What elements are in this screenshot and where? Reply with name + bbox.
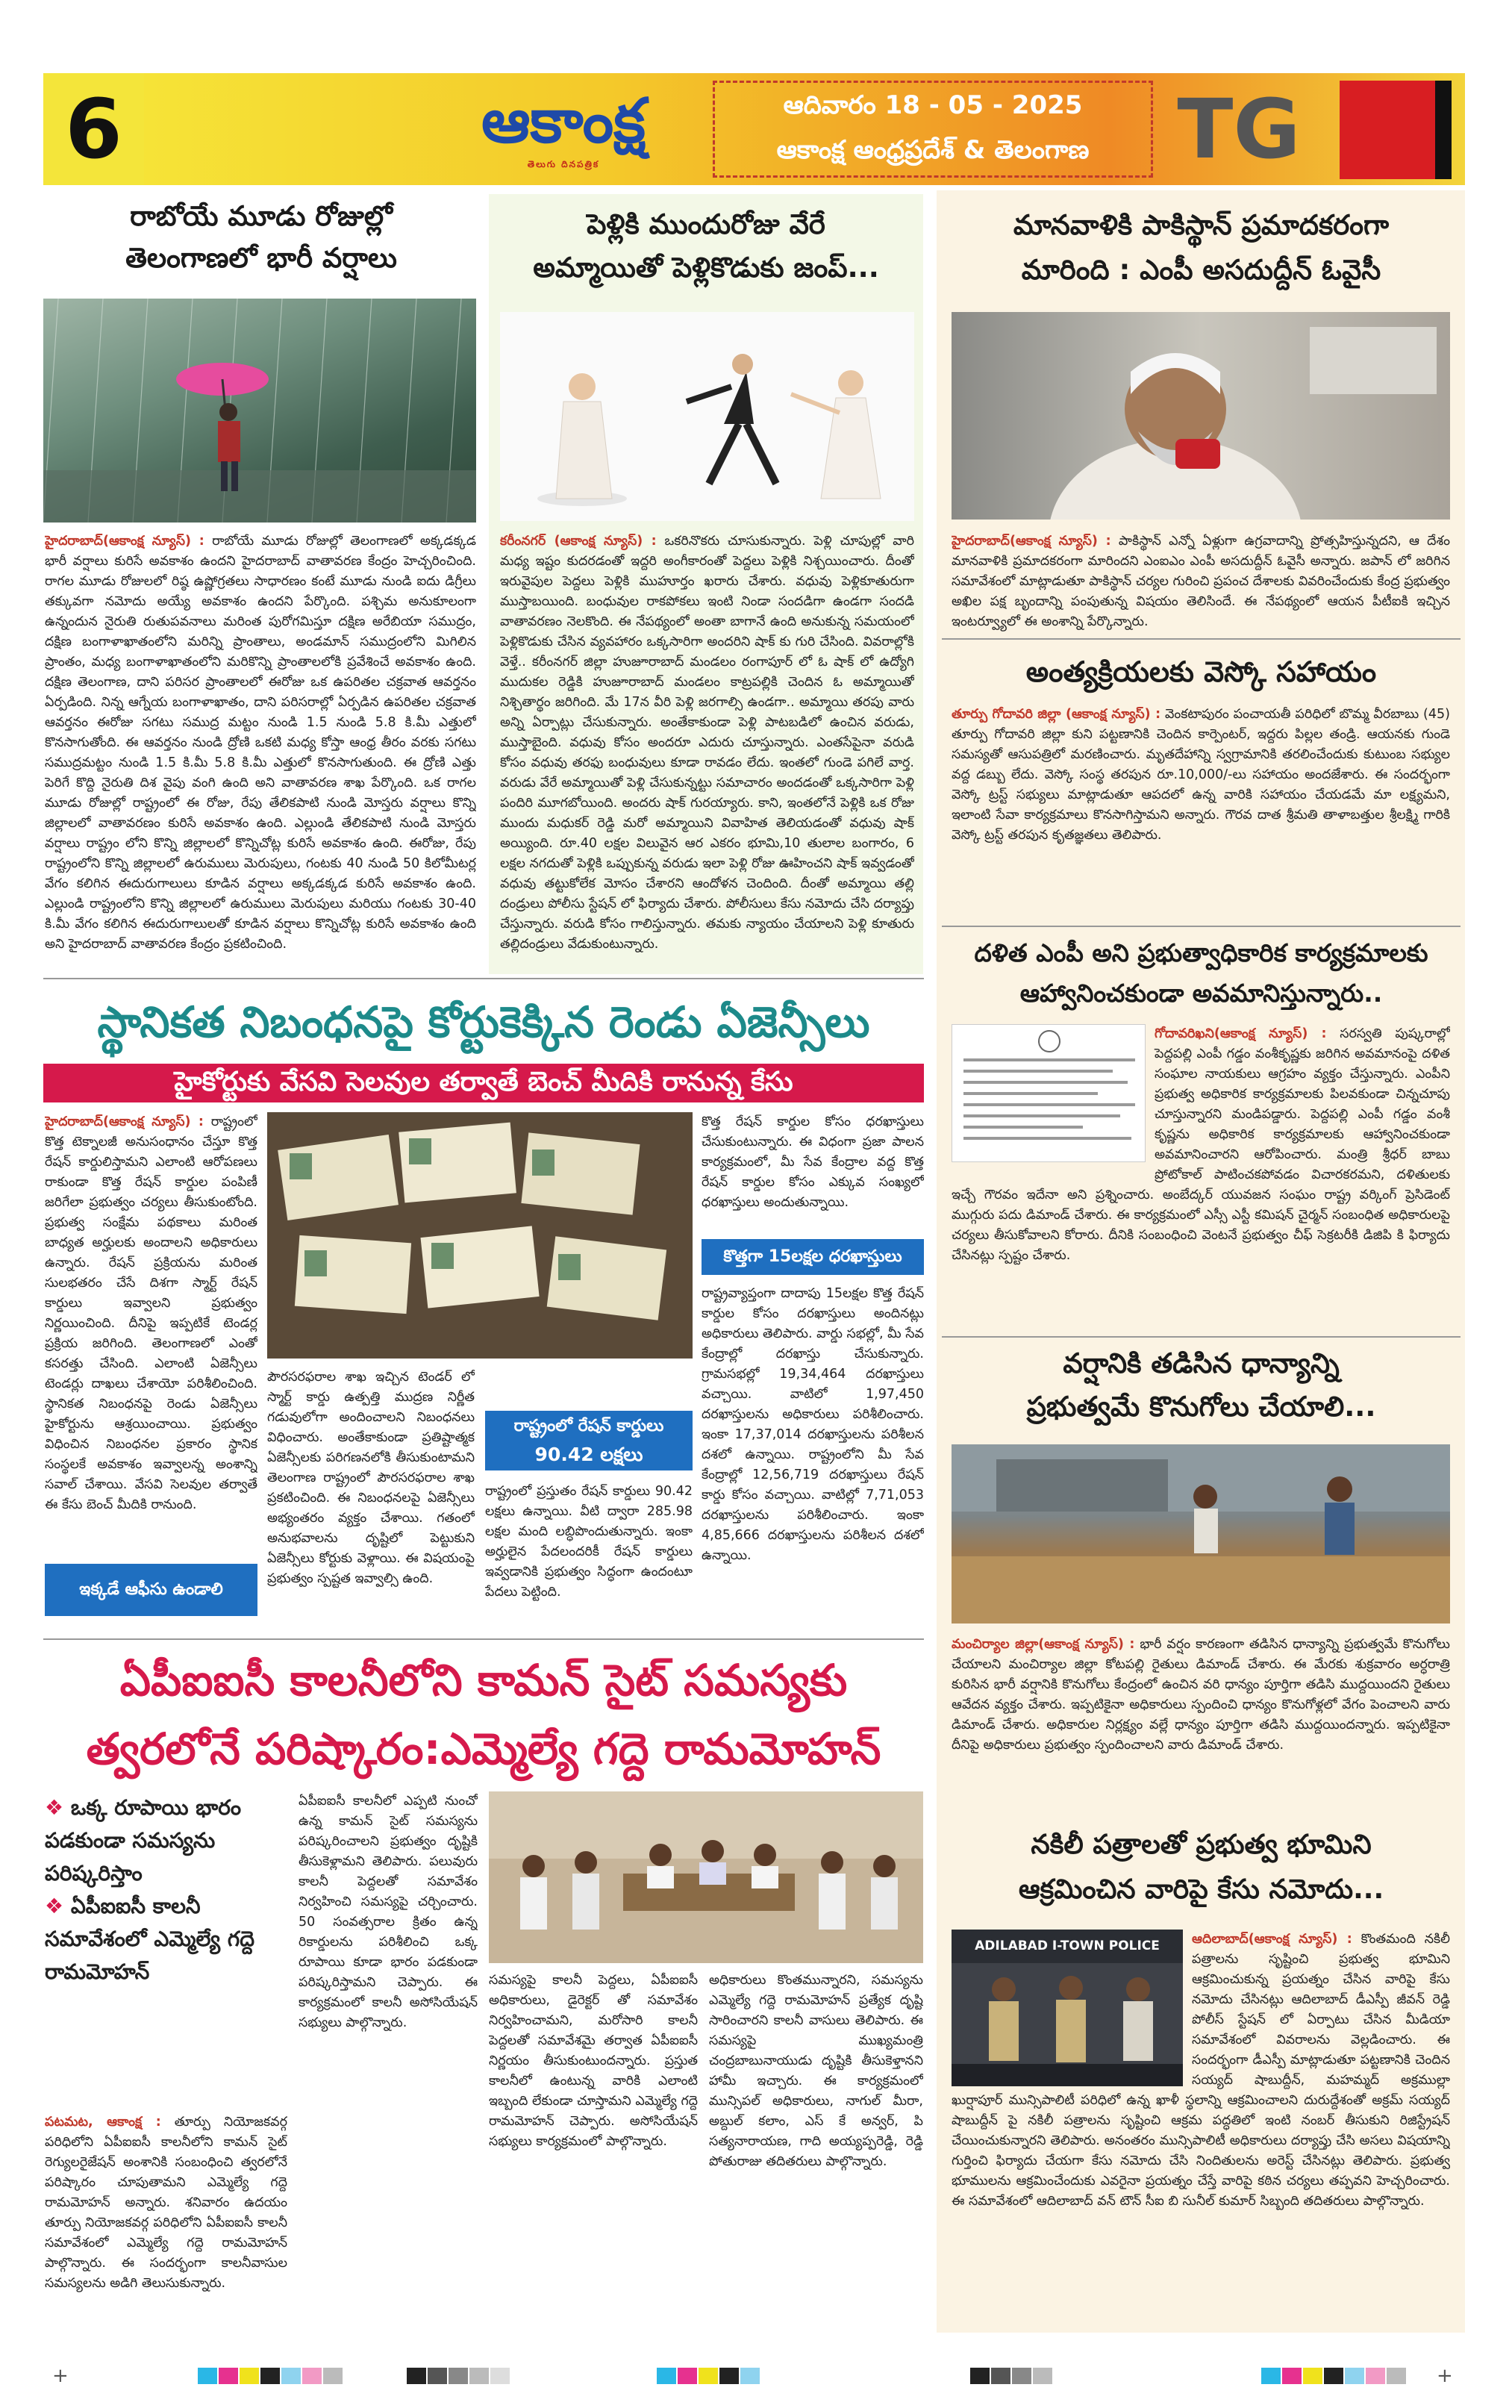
divider — [942, 1336, 1461, 1338]
highlight-2: ❖ ఏపీఐఐసీ కాలనీ సమావేశంలో ఎమ్మెల్యే గద్దె రామమోహన్ — [45, 1894, 254, 1984]
owaisi-photo — [952, 312, 1450, 520]
office-label: ఇక్కడే ఆఫీసు ఉండాలి — [45, 1564, 257, 1616]
owaisi-body: హైదరాబాద్(ఆకాంక్ష న్యూస్) : పాకిస్థాన్ ఎన్నో ఏళ్లుగా ఉగ్రవాదాన్ని ప్రోత్సహిస్తున్నదని, ఆ దేశం మానవాళికి ప్రమాదకరంగా మారిందని ఎంఐఎం ఎంపీ అసదుద్దీన్ ఓవైసీ అన్నారు. జపాన్ లో జరిగిన సమావేశంలో మాట్లాడుతూ పాకిస్థాన్ చర్యల గురించి ప్రపంచ దేశాలకు వివరించేందుకు కేంద్ర ప్రభుత్వం అఖిల పక్ష బృందాన్ని పంపుతున్న విషయం తెలిసిందే. ఈ నేపథ్యంలో ఆయన పీటీఐకి ఇచ్చిన ఇంటర్వ్యూలో ఈ అంశాన్ని పేర్కొన్నారు. — [952, 534, 1450, 629]
edition-name: ఆకాంక్ష ఆంధ్రప్రదేశ్ & తెలంగాణ — [776, 135, 1090, 165]
issue-date: ఆదివారం 18 - 05 - 2025 — [783, 90, 1083, 120]
police-sign: ADILABAD I-TOWN POLICE — [975, 1938, 1160, 1953]
wedding-headline: పెళ్లికి ముందురోజు వేరే అమ్మాయితో పెళ్లికొడుకు జంప్... — [533, 208, 879, 284]
registration-mark-icon: + — [52, 2365, 69, 2387]
grain-body: మంచిర్యాల జిల్లా(ఆకాంక్ష న్యూస్) : భారీ వర్షం కారణంగా తడిసిన ధాన్యాన్ని ప్రభుత్వమే కొనుగోలు చేయాలని మంచిర్యాల జిల్లా కోటపల్లి రైతులు డిమాండ్ చేశారు. ఈ మేరకు శుక్రవారం అర్ధరాత్రి కురిసిన భారీ వర్షానికి కొనుగోలు కేంద్రంలో ఉంచిన వరి ధాన్యం పూర్తిగా తడిసి ముద్దయిందని రైతులు ఆవేదన వ్యక్తం చేశారు. ఇప్పటికైనా అధికారులు స్పందించి ధాన్యం కొనుగోళ్లలో వేగం పెంచాలని వారు డిమాండ్ చేశారు. అధికారుల నిర్లక్ష్యం వల్లే ధాన్యం పూర్తిగా తడిసి ముద్దయిందన్నారు. ఇప్పటికైనా దీనిపై అధికారులు ప్రభుత్వం స్పందించాలని వారు డిమాండ్ చేశారు. — [952, 1637, 1450, 1753]
localism-banner: హైకోర్టుకు వేసవి సెలవుల తర్వాతే బెంచ్ మీదికి రానున్న కేసు — [43, 1064, 924, 1102]
rain-body: హైదరాబాద్(ఆకాంక్ష న్యూస్) : రాబోయే మూడు రోజుల్లో తెలంగాణలో అక్కడక్కడ భారీ వర్షాలు కురిసే అవకాశం ఉందని హైదరాబాద్ వాతావరణ కేంద్రం హెచ్చరించింది. రాగల మూడు రోజులలో రిష్ఠ ఉష్ణోగ్రతలు సాధారణం కంటే మూడు నుండి ఐదు డిగ్రీలు తక్కువగా నమోదు అయ్యే అవకాశం ఉందని పేర్కొంది. పశ్చిమ అనుకూలంగా ఉన్నందున నైరుతి రుతుపవనాలు మరింత పురోగమిస్తూ దక్షిణ అరేబియా సముద్రం, దక్షిణ బంగాళాఖాతంలోని మరిన్ని ప్రాంతాలు, అండమాన్ సముద్రంలోని మిగిలిన ప్రాంతం, మధ్య బంగాళాఖాతంలోని మరికొన్ని ప్రాంతాలలోకి ప్రవేశించే అవకాశం ఉంది. దక్షిణ తెలంగాణ, దాని పరిసర ప్రాంతాలలో ఈరోజు ఒక ఉపరితల చక్రవాత ఆవర్తనం ఏర్పడింది. నిన్న ఆగ్నేయ బంగాళాఖాతం, దాని పరిసరాల్లో ఏర్పడిన ఉపరితల చక్రవాత ఆవర్తనం ఈరోజు సగటు సముద్ర మట్టం నుండి 1.5 నుండి 5.8 కి.మీ ఎత్తులో కొనసాగుతోంది. ఈ ఆవర్తనం నుండి ద్రోణి ఒకటి మధ్య కోస్తా ఆంధ్ర తీరం వరకు సగటు సముద్రమట్టం నుండి 1.5 కి.మీ 5.8 కి.మీ ఎత్తులో కొనసాగుతుంది. ఈ ద్రోణి ఎత్తు పెరిగే కొద్ది నైరుతి దిశ వైపు వంగి ఉంది అని వాతావరణ శాఖ పేర్కొంది. ఒక రాగల మూడు రోజుల్లో రాష్ట్రంలో ఈ రోజు, రేపు తేలికపాటి నుండి మోస్తరు వర్షాలు కొన్ని జిల్లాలలో వాతావరణం కురిసే అవకాశం ఉంది. ఎల్లుండి తేలికపాటి నుండి మోస్తరు వర్షాలు రాష్ట్రం లోని కొన్ని జిల్లాలలో కొన్నిచోట్ల కురిసే అవకాశం ఉంది. ఈరోజు, రేపు రాష్ట్రంలోని కొన్ని జిల్లాలలో ఉరుములు మెరుపులు, గంటకు 40 నుండి 50 కిలోమీటర్ల వేగం కలిగిన ఈదురుగాలులు కూడిన వర్షాలు అక్కడక్కడ కురిసే అవకాశం ఉంది. ఎల్లుండి రాష్ట్రంలోని కొన్ని జిల్లాలలో ఉరుములు మెరుపులు మరియు గంటకు 30-40 కి.మీ వేగం కలిగిన ఈదురుగాలులతో కూడిన వర్షాలు కొన్నిచోట్ల కురిసే అవకాశం ఉంది అని హైదరాబాద్ వాతావరణ కేంద్రం ప్రకటించింది. — [45, 534, 476, 952]
dalit-mp-body: గోదావరిఖని(ఆకాంక్ష న్యూస్) : సరస్వతి పుష్కరాల్లో పెద్దపల్లి ఎంపీ గడ్డం వంశీకృష్ణకు జరిగిన అవమానంపై దళిత సంఘాల నాయకులు ఆగ్రహం వ్యక్తం చేస్తున్నారు. ఎంపీని ప్రభుత్వ అధికారిక కార్యక్రమాలకు పిలవకుండా చిన్నచూపు చూస్తున్నారని మండిపడ్డారు. పెద్దపల్లి ఎంపీ గడ్డం వంశీ కృష్ణను అధికారిక కార్యక్రమాలకు ఆహ్వానించకుండా అవమానించారని ఆరోపించారు. మంత్రి శ్రీధర్ బాబు ప్రోటోకాల్ పాటించకపోవడం విచారకరమని, దళితులకు ఇచ్చే గౌరవం ఇదేనా అని ప్రశ్నించారు. అంబేద్కర్ యువజన సంఘం రాష్ట్ర వర్కింగ్ ప్రెసిడెంట్ ముగ్గురు పదు డిమాండ్ చేశారు. ఈ కార్యక్రమంలో ఎస్సీ ఎస్టీ కమిషన్ చైర్మన్ సంబంధిత అధికారులపై చర్యలు తీసుకోవాలని కోరారు. దీనికి సంబంధించి వెంటనే ప్రభుత్వం చీఫ్ సెక్రటరీకి డిజిపి కి ఫిర్యాదు చేసినట్లు స్పష్టం చేశారు. — [952, 1026, 1450, 1263]
funeral-body: తూర్పు గోదావరి జిల్లా (ఆకాంక్ష న్యూస్) : వెంకటాపురం పంచాయతీ పరిధిలో బొమ్మ వీరబాబు (45) తూర్పు గోదావరి జిల్లా కుని పట్టణానికి చెందిన కార్పెంటర్, ఇద్దరు పిల్లల తండ్రి. ఆయనకు గుండె సమస్యతో ఆసుపత్రిలో మరణించారు. మృతదేహాన్ని స్వగ్రామానికి తరలించేందుకు కుటుంబ సభ్యుల వద్ద డబ్బు లేదు. వెస్కో సంస్థ తరపున రూ.10,000/-లు సహాయం అందజేశారు. ఈ సందర్భంగా వెస్కో ట్రస్ట్ సభ్యులు మాట్లాడుతూ ఆపదలో ఉన్న వారికి సహాయం చేయడమే మా లక్ష్యమని, ఇలాంటి సేవా కార్యక్రమాలు కొనసాగిస్తామని అన్నారు. గౌరవ దాత శ్రీమతి తాళాబత్తుల శ్రీలక్ష్మి గారికి వెస్కో ట్రస్ట్ తరపున కృతజ్ఞతలు తెలిపారు. — [952, 707, 1450, 843]
color-bar — [407, 2368, 511, 2384]
new-applications-label: కొత్తగా 15లక్షల ధరఖాస్తులు — [702, 1239, 924, 1275]
localism-col3b: రాష్ట్రవ్యాప్తంగా దాదాపు 15లక్షల కొత్త రేషన్ కార్డుల కోసం దరఖాస్తులు అందినట్లు అధికారులు తెలిపారు. వార్డు సభల్లో, మీ సేవ కేంద్రాల్లో దరఖాస్తు చేసుకున్నారు. గ్రామసభల్లో 19,34,464 దరఖాస్తులు వచ్చాయి. వాటిలో 1,97,450 దరఖాస్తులను అధికారులు పరిశీలించారు. ఇంకా 17,37,014 దరఖాస్తులను పరిశీలన దశలో ఉన్నాయి. రాష్ట్రంలోని మీ సేవ కేంద్రాల్లో 12,56,719 దరఖాస్తులు రేషన్ కార్డు కోసం వచ్చాయి. వాటిల్లో 7,71,053 దరఖాస్తులను పరిశీలించారు. ఇంకా 4,85,666 దరఖాస్తులను పరిశీలన దశలో ఉన్నాయి. — [702, 1286, 924, 1563]
date-box — [713, 81, 1153, 178]
apiic-col4: అధికారులు కొంతమున్నారని, సమస్యను ఎమ్మెల్యే గద్దె రామమోహన్ ప్రత్యేక దృష్టి సారించారని కాలనీ వాసులు తెలిపారు. ఈ సమస్యపై ముఖ్యమంత్రి చంద్రబాబునాయుడు దృష్టికి తీసుకెళ్తానని హామీ ఇచ్చారు. ఈ కార్యక్రమంలో మున్సిపల్ అధికారులు, నాగుల్ మీరా, అబ్దుల్ కలాం, ఎస్ కే అన్వర్, పి సత్యనారాయణ, గాది అయ్యప్పరెడ్డి, రెడ్డి పోతురాజు తదితరులు పాల్గొన్నారు. — [709, 1973, 923, 2169]
apiic-highlights — [45, 1791, 287, 2105]
meeting-photo — [489, 1791, 923, 1963]
localism-col2b: రాష్ట్రంలో ప్రస్తుతం రేషన్ కార్డులు 90.42 లక్షలు ఉన్నాయి. వీటి ద్వారా 285.98 లక్షల మంది లబ్ధిపొందుతున్నారు. ఇంకా అర్హులైన పేదలందరికీ రేషన్ కార్డులు ఇవ్వడానికి ప్రభుత్వం సిద్ధంగా ఉందంటూ పేదలు పెట్టింది. — [485, 1484, 693, 1600]
color-bar — [198, 2368, 344, 2384]
divider — [942, 638, 1461, 640]
logo-subtitle: తెలుగు దినపత్రిక — [527, 159, 600, 169]
apiic-col1: పటమట, ఆకాంక్ష : తూర్పు నియోజకవర్గ పరిధిలోని ఏపీఐఐసీ కాలనీలోని కామన్ సైట్ రెగ్యులరైజేషన్ అంశానికి సంబంధించి త్వరలోనే పరిష్కారం చూపుతామని ఎమ్మెల్యే గద్దె రామమోహన్ అన్నారు. శనివారం ఉదయం తూర్పు నియోజకవర్గ పరిధిలోని ఏపీఐఐసీ కాలనీ సమావేశంలో ఎమ్మెల్యే గద్దె రామమోహన్ పాల్గొన్నారు. ఈ సందర్భంగా కాలనీవాసుల సమస్యలను అడిగి తెలుసుకున్నారు. — [45, 2115, 287, 2291]
rain-photo — [43, 299, 476, 523]
localism-col1: హైదరాబాద్(ఆకాంక్ష న్యూస్) : రాష్ట్రంలో కొత్త టెక్నాలజీ అనుసంధానం చేస్తూ కొత్త రేషన్ కార్డులిస్తామని ఎలాంటి ఆరోపణలు రాకుండా కొత్త రేషన్ కార్డుల పంపిణీ జరిగేలా ప్రభుత్వం చర్యలు తీసుకుంటోంది. ప్రభుత్వ సంక్షేమ పథకాలు మరింత బాధ్యత అర్హులకు అందాలని అధికారులు ఉన్నారు. రేషన్ ప్రక్రియను మరింత సులభతరం చేసే దిశగా స్మార్ట్ రేషన్ కార్డులు ఇవ్వాలని ప్రభుత్వం నిర్ణయించింది. దీనిపై ఇప్పటికే టెండర్ల ప్రక్రియ జరిగింది. తెలంగాణలో ఎంతో కసరత్తు చేసింది. ఎలాంటి ఏజెన్సీలు టెండర్లు దాఖలు చేశాయో పరిశీలించింది. స్థానికత నిబంధనపై రెండు ఏజెన్సీలు హైకోర్టును ఆశ్రయించాయి. ప్రభుత్వం విధించిన నిబంధనల ప్రకారం స్థానిక సంస్థలకే అవకాశం ఇవ్వాలన్న అంశాన్ని సవాల్ చేశాయి. వేసవి సెలవుల తర్వాతే ఈ కేసు బెంచ్ మీదికి రానుంది. — [45, 1114, 257, 1512]
color-bar — [970, 2368, 1054, 2384]
count-label-title: రాష్ట్రంలో రేషన్ కార్డులు — [513, 1417, 664, 1435]
registration-mark-icon: + — [1437, 2365, 1453, 2387]
state-tag: TG — [1177, 81, 1301, 177]
fake-docs-body: ఆదిలాబాద్(ఆకాంక్ష న్యూస్) : కొంతమంది నకిలీ పత్రాలను సృష్టించి ప్రభుత్వ భూమిని ఆక్రమించుకున్న ప్రయత్నం చేసిన వారిపై కేసు నమోదు చేసినట్లు ఆదిలాబాద్ డీఎస్పీ జీవన్ రెడ్డి పోలీస్ స్టేషన్ లో ఏర్పాటు చేసిన మీడియా సమావేశంలో వివరాలను వెల్లడించారు. ఈ సందర్భంగా డీఎస్పీ మాట్లాడుతూ పట్టణానికి చెందిన సయ్యద్ షాబుద్దీన్, మహమ్మద్ అక్రముల్లా ఖుర్షాపూర్ మున్సిపాలిటీ పరిధిలో ఉన్న ఖాళీ స్థలాన్ని ఆక్రమించాలని దురుద్దేశంతో అక్రమ్ సయ్యద్ షాబుద్దీన్ పై నకిలీ పత్రాలను సృష్టించి ఆక్రమ పద్ధతిలో ఇంటి నంబర్ తీసుకుని రిజిస్ట్రేషన్ చేయించుకున్నారని తెలిపారు. అనంతరం మున్సిపాలిటీ అధికారులు దర్యాప్తు చేసి అసలు విషయాన్ని గుర్తించి ఫిర్యాదు చేయగా కేసు నమోదు చేసి నిందితులను అరెస్ట్ చేసినట్లు తెలిపారు. ప్రభుత్వ భూములను ఆక్రమించేందుకు ఎవరైనా ప్రయత్నం చేస్తే వారిపై కఠిన చర్యలు తప్పవని హెచ్చరించారు. ఈ సమావేశంలో ఆదిలాబాద్ వన్ టౌన్ సీఐ బి సునీల్ కుమార్ సిబ్బంది తదితరులు పాల్గొన్నారు. — [952, 1932, 1450, 2209]
ration-cards-photo — [267, 1112, 693, 1359]
color-bar — [657, 2368, 761, 2384]
divider — [942, 926, 1461, 927]
rain-headline: రాబోయే మూడు రోజుల్లో తెలంగాణలో భారీ వర్షాలు — [125, 200, 397, 274]
page-number: 6 — [43, 73, 144, 185]
newspaper-logo[interactable]: ఆకాంక్ష తెలుగు దినపత్రిక — [422, 81, 705, 174]
apiic-col3: సమస్యపై కాలనీ పెద్దలు, ఏపీఐఐసీ అధికారులు, డైరెక్టర్ తో సమావేశం నిర్వహించామని, మరోసారి కాలనీ పెద్దలతో సమావేశమై తర్వాత ఏపీఐఐసీ నిర్ణయం తీసుకుంటుందన్నారు. ప్రస్తుత కాలనీలో ఉంటున్న వారికి ఎలాంటి ఇబ్బంది లేకుండా చూస్తామని ఎమ్మెల్యే గద్దె రామమోహన్ చెప్పారు. అసోసియేషన్ సభ్యులు కార్యక్రమంలో పాల్గొన్నారు. — [489, 1973, 698, 2149]
wedding-illustration — [500, 312, 914, 521]
owaisi-headline: మానవాళికి పాకిస్థాన్ ప్రమాదకరంగా మారింది : ఎంపీ అసదుద్దీన్ ఓవైసీ — [1013, 209, 1390, 286]
highlight-1: ❖ ఒక్క రూపాయి భారం పడకుండా సమస్యను పరిష్కరిస్తాం — [45, 1795, 242, 1885]
wedding-body: కరీంనగర్ (ఆకాంక్ష న్యూస్) : ఒకరినొకరు చూసుకున్నారు. పెళ్లి చూపుల్లో వారి మధ్య ఇష్టం కుదరడంతో ఇద్దరి అంగీకారంతో పెద్దలు పెళ్లికి నిశ్చయించారు. దీంతో ఇరువైపుల పెద్దలు పెళ్లికి ముహూర్తం ఖరారు చేశారు. వధువు పెళ్లికూతురుగా ముస్తాబయింది. బంధువుల రాకపోకలు ఇంటి నిండా సందడిగా ఉండగా సందడి వాతావరణం నెలకొంది. ఈ నేపథ్యంలో అంతా బాగానే ఉంది అనుకున్న సమయంలో పెళ్లికొడుకు చేసిన వ్యవహారం ఒక్కసారిగా అందరిని షాక్ కు గురి చేసింది. వివరాల్లోకి వెళ్తే.. కరీంనగర్ జిల్లా హుజూరాబాద్ మండలం రంగాపూర్ లో ఓ షాక్ లో ఉద్యోగి ముదుకల రెడ్డికి హుజూరాబాద్ మండలం కాట్రపల్లికి చెందిన ఓ అమ్మాయితో నిశ్చితార్థం జరిగింది. మే 17న వీరి పెళ్లి జరగాల్సి ఉండగా.. అమ్మాయి తరపు వారు అన్ని ఏర్పాట్లు చేసుకున్నారు. అంతేకాకుండా పెళ్లి పాటబడిలో ఉంచిన వరుడు, ముస్తాబైంది. వధువు కోసం అందరూ ఎదురు చూస్తున్నారు. ఎంతసేపైనా వరుడి కోసం వధువు తరఫు బంధువులు కూడా రావడం లేదు. ఇంతలో గుండె పగిలే వార్త. వరుడు వేరే అమ్మాయితో పెళ్లి చేసుకున్నట్టు సమాచారం అందడంతో ఒక్కసారిగా పెళ్లి పందిరి మూగబోయింది. అందరు షాక్ గురయ్యారు. కాని, ఇంతలోనే పెళ్లికి ఒక రోజు ముందు మధుకర్ రెడ్డి మరో అమ్మాయిని వివాహిత తెలియడంతో వధువు షాక్ అయ్యింది. రూ.40 లక్షల విలువైన ఆర ఎకరం భూమి,10 తులాల బంగారం, 6 లక్షల నగదుతో పెళ్లికి ఒప్పుకున్న వరుడు ఇలా పెళ్లి రోజు ఊహించని షాక్ ఇవ్వడంతో వధువు తట్టుకోలేక మోసం చేశారని ఆందోళన చెందింది. దీంతో అమ్మాయి తల్లి దండ్రులు పోలీసు స్టేషన్ లో ఫిర్యాదు చేశారు. పోలీసులు కేసు నమోదు చేసి దర్యాప్తు చేస్తున్నారు. వరుడి కోసం గాలిస్తున్నారు. తమకు న్యాయం చేయాలని పెళ్లి కూతురు తల్లిదండ్రులు వేడుకుంటున్నారు. — [500, 534, 914, 952]
grain-photo — [952, 1444, 1450, 1623]
divider — [43, 1638, 924, 1640]
color-bar — [1261, 2368, 1408, 2384]
count-label-value: 90.42 లక్షలు — [534, 1444, 643, 1465]
funeral-headline: అంత్యక్రియలకు వెస్కో సహాయం — [1025, 655, 1377, 688]
flag-icon — [1340, 81, 1452, 179]
localism-col3a: కొత్త రేషన్ కార్డుల కోసం ధరఖాస్తులు చేసుకుంటున్నారు. ఈ విధంగా ప్రజా పాలన కార్యక్రమంలో, మీ సేవ కేంద్రాల వద్ద కొత్త రేషన్ కార్డుల కోసం ఎక్కువ సంఖ్యలో ధరఖాస్తులు అందుతున్నాయి. — [702, 1114, 924, 1210]
ration-card-count-label — [485, 1411, 693, 1470]
grain-headline: వర్షానికి తడిసిన ధాన్యాన్ని ప్రభుత్వమే కొనుగోలు చేయాలి... — [1026, 1347, 1376, 1423]
divider — [43, 978, 924, 979]
apiic-col2: ఏపీఐఐసీ కాలనీలో ఎప్పటి నుంచో ఉన్న కామన్ సైట్ సమస్యను పరిష్కరించాలని ప్రభుత్వం దృష్టికి తీసుకెళ్లామని తెలిపారు. పలువురు కాలనీ పెద్దలతో సమావేశం నిర్వహించి సమస్యపై చర్చించారు. 50 సంవత్సరాల క్రితం ఉన్న రికార్డులను పరిశీలించి ఒక్క రూపాయి కూడా భారం పడకుండా పరిష్కరిస్తామని చెప్పారు. ఈ కార్యక్రమంలో కాలనీ అసోసియేషన్ సభ్యులు పాల్గొన్నారు. — [299, 1794, 478, 2030]
fake-docs-headline: నకిలీ పత్రాలతో ప్రభుత్వ భూమిని ఆక్రమించిన వారిపై కేసు నమోదు... — [1018, 1830, 1384, 1905]
dalit-mp-headline: దళిత ఎంపీ అని ప్రభుత్వాధికారిక కార్యక్రమాలకు ఆహ్వానించకుండా అవమానిస్తున్నారు.. — [974, 938, 1428, 1008]
localism-col2: పౌరసరఫరాల శాఖ ఇచ్చిన టెండర్ లో స్మార్ట్ కార్డు ఉత్పత్తి ముద్రణ నిర్ణీత గడువులోగా అందించాలని నిబంధనలు విధించారు. అంతేకాకుండా ప్రతిష్టాత్మక ఏజెన్సీలకు పరిగణనలోకి తీసుకుంటామని తెలంగాణ రాష్ట్రంలో పౌరసరఫరాల శాఖ ప్రకటించింది. ఈ నిబంధనలపై ఏజెన్సీలు అభ్యంతరం వ్యక్తం చేశాయి. గతంలో అనుభవాలను దృష్టిలో పెట్టుకుని ఏజెన్సీలు కోర్టుకు వెళ్లాయి. ఈ విషయంపై ప్రభుత్వం స్పష్టత ఇవ్వాల్సి ఉంది. — [267, 1370, 475, 1586]
apiic-headline: ఏపీఐఐసీ కాలనీలోని కామన్ సైట్ సమస్యకు త్వరలోనే పరిష్కారం:ఎమ్మెల్యే గద్దె రామమోహన్ — [86, 1655, 881, 1774]
localism-headline: స్థానికత నిబంధనపై కోర్టుకెక్కిన రెండు ఏజెన్సీలు — [97, 998, 870, 1047]
